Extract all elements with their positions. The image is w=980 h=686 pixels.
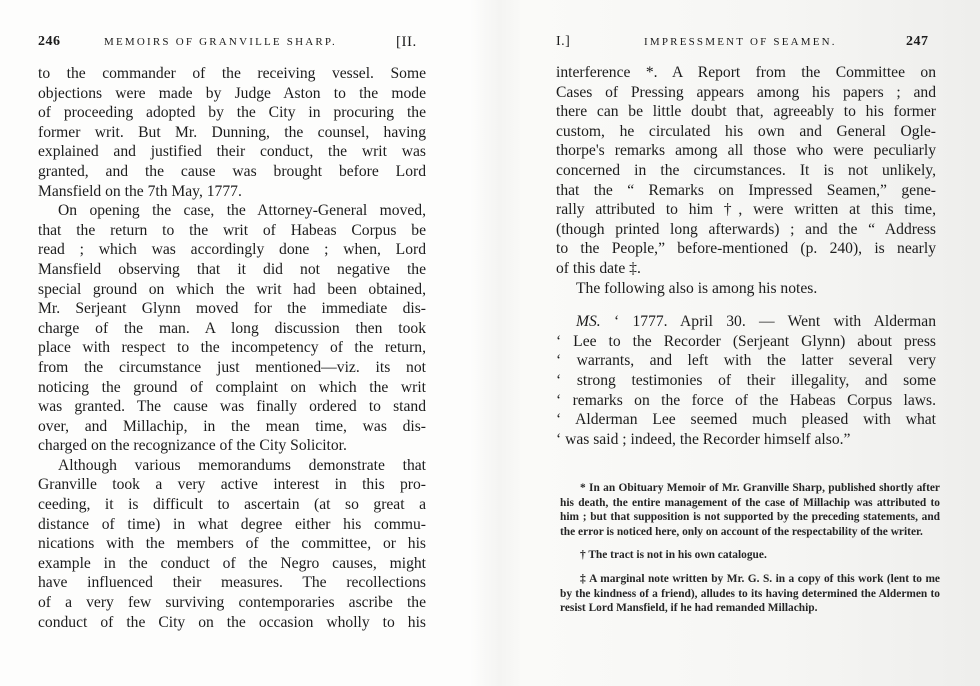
text-line: charged on the recognizance of the City Solicitor.	[38, 437, 347, 455]
ms-first-line	[556, 312, 936, 332]
text-line: On opening the case, the Attorney-General moved,	[58, 202, 426, 220]
text-line: Mansfield observing that it did not negative the	[38, 260, 426, 278]
text-line: rally attributed to him †, were written at this time,	[556, 201, 936, 219]
text-line: was granted. The cause was finally ordered to stand	[38, 398, 426, 416]
ms-line: ‘ remarks on the force of the Habeas Corpus laws.	[556, 391, 936, 409]
text-line: of this date ‡.	[556, 259, 641, 277]
text-line: over, and Millachip, in the mean time, was dis-	[38, 417, 426, 435]
footnote-dagger: † The tract is not in his own catalogue.	[580, 549, 767, 562]
text-line: Although various memorandums demonstrate that	[58, 456, 426, 474]
text-line: Mr. Serjeant Glynn moved for the immediate dis-	[38, 300, 426, 318]
text-line: granted, and the cause was brought before Lord	[38, 162, 426, 180]
text-line: noticing the ground of complaint on which the writ	[38, 378, 426, 396]
text-line: of a very few surviving contemporaries ascribe the	[38, 594, 426, 612]
text-line: interference *. A Report from the Committee on	[556, 64, 936, 81]
right-page	[520, 0, 980, 686]
left-page	[0, 0, 470, 686]
text-line: example in the conduct of the Negro causes, might	[38, 554, 426, 572]
left-body-text	[38, 64, 426, 632]
text-line: custom, he circulated his own and General Ogle-	[556, 122, 936, 140]
text-line: have influenced their measures. The recollections	[38, 574, 426, 592]
text-line: former writ. But Mr. Dunning, the counsel, having	[38, 123, 426, 141]
text-line: Mansfield on the 7th May, 1777.	[38, 182, 242, 200]
text-line: to the People,” before-mentioned (p. 240), is nearly	[556, 240, 936, 258]
right-page-number: 247	[906, 34, 929, 49]
text-line: (though printed long afterwards) ; and the “ Address	[556, 220, 936, 238]
text-line: read ; which was accordingly done ; when, Lord	[38, 241, 426, 259]
left-chapter-mark: [II.	[396, 34, 417, 50]
text-line: distance of time) in what degree either his commu-	[38, 515, 426, 533]
ms-line: ‘ was said ; indeed, the Recorder himself also.”	[556, 430, 851, 448]
right-page-header	[556, 34, 936, 52]
text-line: place with respect to the incompetency of the return,	[38, 339, 426, 357]
text-line: objections were made by Judge Aston to the mode	[38, 84, 426, 102]
text-line: that the return to the writ of Habeas Corpus be	[38, 221, 426, 239]
ms-line-text: ‘ 1777. April 30. — Went with Alderman	[614, 313, 936, 331]
text-line: concerned in the circumstances. It is not unlikely,	[556, 161, 936, 179]
ms-label: MS.	[576, 313, 601, 331]
text-line: special ground on which the writ had been obtained,	[38, 280, 426, 298]
text-line: ceeding, it is difficult to ascertain (at so great a	[38, 496, 426, 514]
text-line: The following also is among his notes.	[576, 279, 818, 297]
footnote-asterisk: * In an Obituary Memoir of Mr. Granville Sharp, published shortly after his death, the entire management of the case of Millachip was attributed to him ; but that supposition is not supported by the preceding statements, and the error is noticed here, only on account of the respectability of the writer.	[560, 482, 940, 538]
footnotes	[560, 481, 940, 625]
text-line: thorpe's remarks among all those who were peculiarly	[556, 142, 936, 160]
left-page-header	[38, 34, 430, 52]
book-gutter	[470, 0, 520, 686]
ms-line: ‘ Alderman Lee seemed much pleased with what	[556, 411, 936, 429]
right-body-text	[556, 63, 936, 449]
paragraph-gap	[556, 298, 936, 312]
text-line: Granville took a very active interest in this pro-	[38, 476, 426, 494]
footnote-double-dagger: ‡ A marginal note written by Mr. G. S. in a copy of this work (lent to me by the kindness of a friend), alludes to its having determined the Aldermen to resist Lord Mansfield, if he had remanded Millachip.	[560, 572, 940, 615]
text-line: there can be little doubt that, agreeably to his former	[556, 103, 936, 121]
right-running-head: IMPRESSMENT OF SEAMEN.	[644, 36, 837, 48]
left-running-head: MEMOIRS OF GRANVILLE SHARP.	[104, 36, 337, 48]
text-line: charge of the man. A long discussion then took	[38, 319, 426, 337]
left-page-number: 246	[38, 34, 61, 49]
text-line: conduct of the City on the occasion wholly to his	[38, 613, 426, 631]
text-line: of proceeding adopted by the City in procuring the	[38, 104, 426, 122]
ms-line: ‘ warrants, and left with the latter several very	[556, 352, 936, 370]
ms-line: ‘ Lee to the Recorder (Serjeant Glynn) about press	[556, 332, 936, 350]
ms-line: ‘ strong testimonies of their illegality, and some	[556, 371, 936, 389]
text-line: from the circumstance just mentioned—viz. its not	[38, 358, 426, 376]
right-chapter-mark: I.]	[556, 34, 571, 49]
text-line: to the commander of the receiving vessel. Some	[38, 65, 426, 82]
text-line: nications with the members of the committee, or his	[38, 535, 426, 553]
text-line: explained and justified their conduct, the writ was	[38, 143, 426, 161]
text-line: that the “ Remarks on Impressed Seamen,” gene-	[556, 181, 936, 199]
text-line: Cases of Pressing appears among his papers ; and	[556, 83, 936, 101]
